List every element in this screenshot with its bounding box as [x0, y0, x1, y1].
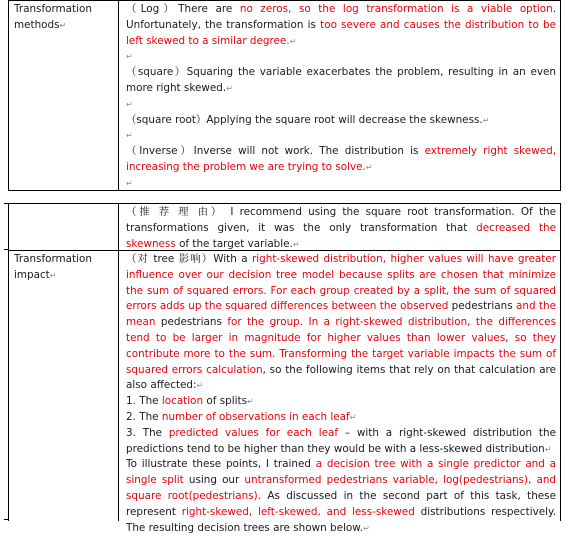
impact-text: pedestrians [155, 316, 228, 329]
paragraph-mark: ↵ [365, 162, 373, 172]
table-row [9, 204, 560, 251]
paragraph-mark: ↵ [292, 239, 300, 249]
illustration-text: To illustrate these points, I trained [126, 458, 316, 471]
square-text: （square）Squaring the variable exacerbates the problem, resulting in an even more right skewed. [126, 66, 556, 94]
paragraph-mark: ↵ [544, 444, 552, 454]
illustration-text: using our [183, 474, 245, 487]
illustration-highlight: a decision tree with a single predictor and a single split [126, 458, 557, 487]
illustration-text: distributions respectively. The resulting decision trees are shown below. [126, 505, 556, 534]
recommendation-impact-table [8, 203, 561, 534]
square-paragraph [126, 65, 556, 97]
list-highlight: number of observations in each leaf [161, 410, 350, 423]
list-item [126, 394, 556, 410]
illustration-highlight: untransformed pedestrians variable, log(pedestrians), and square root(pedestrians) [126, 474, 556, 502]
list-highlight: location [161, 395, 204, 408]
label-text: Transformation impact [14, 253, 92, 281]
label-text: Transformation methods [14, 3, 92, 31]
list-text: – with a right-skewed distribution the predictions tend to be higher than they would be with a less-skewed distribution [126, 426, 556, 455]
impact-highlight: and the mean [126, 300, 556, 329]
log-mid: . Unfortunately, the transformation is [126, 3, 556, 31]
row-label-transformation-methods [9, 1, 119, 190]
reason-highlight: decreased the skewness [126, 221, 556, 250]
inverse-prefix: （Inverse）Inverse will not work. The distribution is [126, 145, 425, 158]
paragraph-mark: ↵ [126, 52, 133, 62]
row-content-transformation-impact [119, 251, 560, 534]
reason-prefix: （推 荐 理 由） I recommend using the square root transformation. Of the transformations given, it was the only transformation that [126, 206, 556, 234]
list-highlight: predicted values for each leaf [168, 426, 338, 439]
cell-end-mark: ↵ [59, 20, 67, 30]
cell-end-mark: ↵ [49, 270, 57, 280]
paragraph-mark: ↵ [226, 83, 233, 93]
paragraph-mark: ↵ [289, 36, 297, 46]
reason-paragraph [126, 205, 556, 252]
inverse-highlight: extremely right skewed, increasing the problem we are trying to solve. [126, 145, 556, 173]
table-corner-mark [4, 203, 8, 204]
impact-text: pedestrians [448, 300, 517, 313]
paragraph-mark: ↵ [349, 412, 357, 422]
paragraph-mark: ↵ [126, 178, 133, 188]
impact-highlight: for the group. In a right-skewed distribution, the differences tend to be larger in magnitude for higher values than lower values, so they contribute more to the sum. Transforming the target variable impacts the sum of squared errors calculation [126, 316, 556, 376]
list-item [126, 426, 556, 458]
paragraph-mark: ↵ [196, 381, 204, 391]
list-text: 3. The [126, 426, 169, 439]
illustration-text: . As discussed in the second part of this task, these represent [126, 489, 556, 518]
log-prefix: （Log）There are [126, 3, 240, 15]
reason-suffix: of the target variable. [175, 237, 293, 250]
blank-paragraph [126, 176, 556, 192]
table-row [9, 1, 560, 190]
blank-paragraph [126, 49, 556, 65]
table-corner-mark [4, 249, 8, 250]
table-row [9, 251, 560, 534]
list-item [126, 410, 556, 426]
inverse-paragraph [126, 144, 556, 176]
paragraph-mark: ↵ [126, 131, 133, 141]
list-text: of splits [203, 395, 247, 408]
list-text: 1. The [126, 395, 162, 408]
row-content-recommendation [119, 204, 560, 250]
list-text: 2. The [126, 410, 162, 423]
row-label-transformation-impact [9, 251, 119, 521]
illustration-paragraph [126, 457, 556, 536]
paragraph-mark: ↵ [126, 99, 133, 109]
sqrt-paragraph [126, 113, 556, 129]
paragraph-mark: ↵ [482, 115, 490, 125]
log-highlight-2: too severe and causes the distribution to be left skewed to a similar degree. [126, 18, 557, 47]
paragraph-mark: ↵ [247, 397, 254, 407]
transformation-methods-table [8, 0, 561, 191]
blank-paragraph [126, 97, 556, 113]
log-paragraph [126, 2, 556, 49]
sqrt-text: （square root）Applying the square root will decrease the skewness. [126, 113, 483, 126]
impact-text: , so the following items that rely on that calculation are also affected: [126, 363, 556, 392]
blank-paragraph [126, 128, 556, 144]
row-content-transformation-methods [119, 1, 560, 190]
impact-highlight: right-skewed distribution, higher values will have greater influence over our decision tree model because splits are chosen that minimize the sum of squared errors. For each group created by a split, the sum of squared errors adds up the squared differences between the observed [126, 253, 557, 313]
impact-text: （对 tree 影响）With a [126, 253, 253, 265]
impact-paragraph [126, 252, 556, 394]
row-label-empty [9, 204, 119, 250]
paragraph-mark: ↵ [363, 523, 370, 533]
log-highlight-1: no zeros, so the log transformation is a viable option [239, 3, 553, 15]
illustration-highlight: right-skewed, left-skewed, and less-skewed [181, 505, 415, 518]
